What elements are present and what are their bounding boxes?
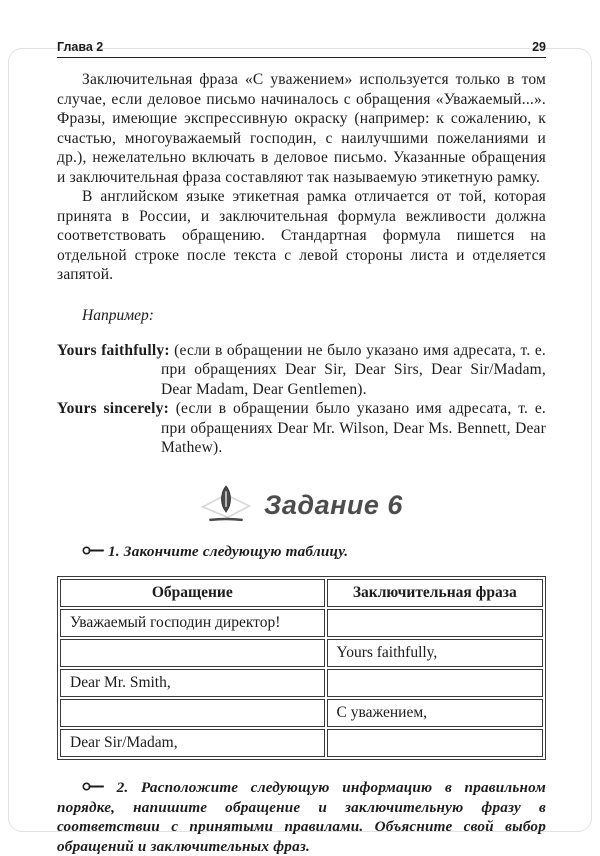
- column-header-closing: Заключительная фраза: [327, 579, 543, 607]
- table-cell-empty: [327, 729, 543, 757]
- example-label: Например:: [82, 306, 154, 324]
- table-cell: Уважаемый господин директор!: [60, 609, 325, 637]
- table-cell: Dear Mr. Smith,: [60, 669, 325, 697]
- appeal-closing-table: [57, 576, 546, 760]
- exercise-2-instruction: [57, 778, 546, 856]
- definition-term: Yours sincerely:: [57, 400, 169, 417]
- exercise-2-text: 2. Расположите следующую информацию в правильном порядке, напишите обращение и заключительную фразу в соответствии с принятыми правилами. Объясните свой выбор обращений и заключительных фраз.: [57, 779, 546, 855]
- definition-yours-faithfully: [57, 341, 546, 400]
- table-cell: С уважением,: [327, 699, 543, 727]
- paragraph-english-frame: В английском языке этикетная рамка отличается от той, которая принята в России, и заключительная формула вежливости должна соответствовать обращению. Стандартная формула пишется на отдельной строке после текста с левой стороны листа и отделяется запятой.: [57, 188, 546, 283]
- definition-text: (если в обращении не было указано имя адресата, т. е. при обращениях Dear Sir, Dear Sirs, Dear Sir/Madam, Dear Madam, Dear Gentlemen).: [161, 341, 547, 398]
- page-number: 29: [532, 40, 546, 54]
- definition-yours-sincerely: [57, 399, 546, 458]
- pen-bullet-icon: [82, 545, 104, 556]
- table-row: [60, 669, 543, 697]
- table-cell-empty: [60, 639, 325, 667]
- exercise-1-instruction: [57, 542, 546, 562]
- task-heading-label: Задание 6: [264, 490, 403, 520]
- table-cell-empty: [327, 609, 543, 637]
- definition-text: (если в обращении было указано имя адресата, т. е. при обращениях Dear Mr. Wilson, Dear Ms. Bennett, Dear Mathew).: [161, 400, 546, 456]
- table-body: [60, 609, 543, 757]
- table-cell: Dear Sir/Madam,: [60, 729, 325, 757]
- definition-term: Yours faithfully:: [57, 341, 170, 359]
- paragraph-etiquette-frame: Заключительная фраза «С уважением» используется только в том случае, если деловое письмо начиналось с обращения «Уважаемый...». Фразы, имеющие экспрессивную окраску (например: к сожалению, к счастью, многоуважаемый господин, с наилучшими пожеланиями и др.), нежелательно включать в деловое письмо. Указанные обращения и заключительная фраза составляют так называемую этикетную рамку.: [57, 71, 546, 186]
- table-row: [60, 729, 543, 757]
- table-header-row: [60, 579, 543, 607]
- table-cell: Yours faithfully,: [327, 639, 543, 667]
- running-head: [57, 40, 546, 58]
- table-row: [60, 699, 543, 727]
- exercise-1-text: 1. Закончите следующую таблицу.: [108, 542, 349, 560]
- quill-pen-on-paper-icon: [200, 484, 252, 528]
- table-cell-empty: [60, 699, 325, 727]
- column-header-appeal: Обращение: [60, 579, 325, 607]
- page-content: [57, 40, 546, 856]
- table-row: [60, 639, 543, 667]
- task-heading: [57, 484, 546, 528]
- pen-bullet-icon: [82, 781, 104, 792]
- table-cell-empty: [327, 669, 543, 697]
- chapter-label: Глава 2: [57, 40, 104, 54]
- table-row: [60, 609, 543, 637]
